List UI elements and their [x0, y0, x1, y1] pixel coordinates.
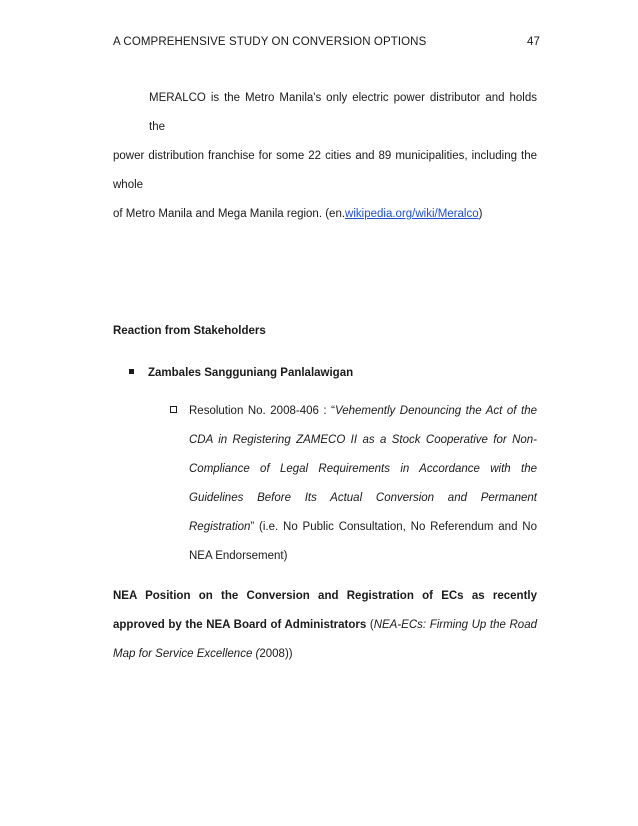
section-heading-stakeholders: Reaction from Stakeholders — [113, 325, 266, 337]
meralco-paragraph — [113, 84, 537, 229]
paragraph-line: power distribution franchise for some 22 cities and 89 municipalities, including the whole — [113, 150, 537, 191]
square-bullet-icon — [129, 369, 134, 374]
resolution-paragraph — [189, 397, 537, 571]
paragraph-line — [113, 200, 537, 229]
bullet-label: Zambales Sangguniang Panlalawigan — [148, 367, 354, 379]
hollow-square-bullet-icon — [170, 406, 177, 413]
line-text-end: ) — [478, 208, 483, 220]
resolution-prefix: Resolution No. 2008-406 : “ — [189, 405, 335, 417]
line-text: of Metro Manila and Mega Manila region. (en. — [113, 208, 346, 220]
nea-paren-open: ( — [366, 619, 374, 631]
bullet-item — [129, 367, 353, 379]
nea-position-heading: NEA Position on the Conversion and Registration of ECs as recently approved by the NEA Board of Administrators — [113, 590, 537, 631]
resolution-title: Vehemently Denouncing the Act of the CDA in Registering ZAMECO II as a Stock Cooperative for Non-Compliance of Legal Requirements in Accordance with the Guidelines Before Its Actual Conversion and Permanent Registration — [189, 405, 537, 533]
nea-source-year: 2008)) — [259, 648, 293, 660]
resolution-suffix: ” (i.e. No Public Consultation, No Referendum and No NEA Endorsement) — [189, 521, 537, 562]
page-number: 47 — [527, 36, 540, 48]
nea-source-title: NEA-ECs: Firming Up the Road Map for Service Excellence ( — [113, 619, 537, 660]
paragraph-line: MERALCO is the Metro Manila's only electric power distributor and holds the — [149, 92, 537, 133]
wikipedia-link[interactable]: wikipedia.org/wiki/Meralco — [345, 208, 479, 220]
running-header-title: A COMPREHENSIVE STUDY ON CONVERSION OPTIONS — [113, 36, 427, 48]
nea-position-paragraph — [113, 582, 537, 669]
